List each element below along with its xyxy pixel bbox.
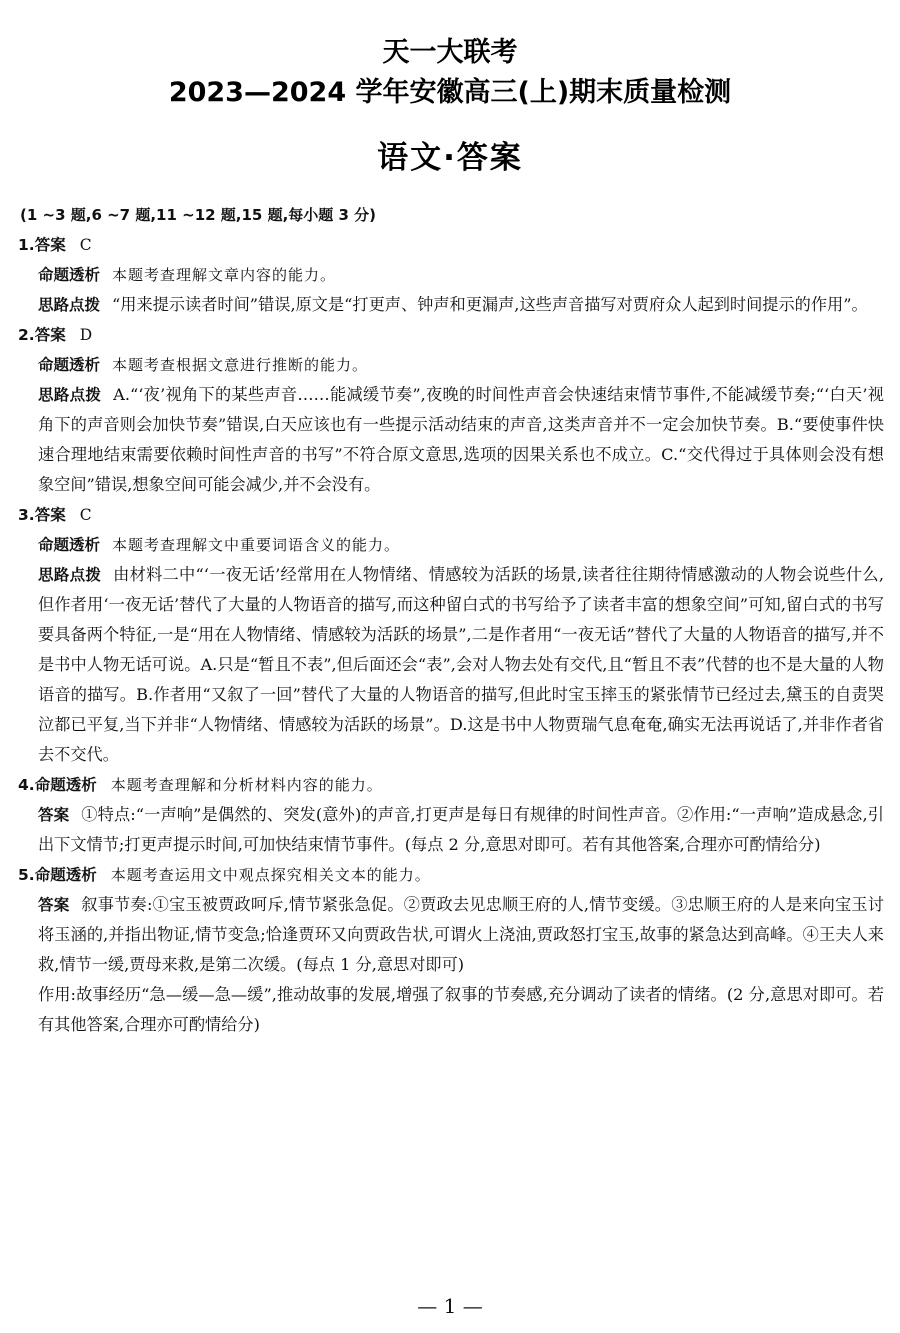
q2-hint-row	[18, 380, 884, 500]
subject-title: 语文·答案	[377, 140, 523, 176]
q5-answer-row	[18, 890, 884, 980]
q1-number: 1.	[18, 236, 35, 254]
q1-answer-line	[18, 230, 884, 260]
q5-answer: 叙事节奏:①宝玉被贾政呵斥,情节紧张急促。②贾政去见忠顺王府的人,情节变缓。③忠顺王府的人是来向宝玉讨将玉涵的,并指出物证,情节变急;恰逢贾环又向贾政告状,可谓火上浇油,贾政怒打宝玉,故事的紧急达到高峰。④王夫人来救,情节一缓,贾母来救,是第二次缓。(每点 1 分,意思对即可)	[38, 895, 884, 974]
q3-answer-line	[18, 500, 884, 530]
q2-answer-line	[18, 320, 884, 350]
q2-hint: A.“‘夜’视角下的某些声音……能减缓节奏”,夜晚的时间性声音会快速结束情节事件,不能减缓节奏;“‘白天’视角下的声音则会加快节奏”错误,白天应该也有一些提示活动结束的声音,这类声音并不一定会加快节奏。B.“要使事件快速合理地结束需要依赖时间性声音的书写”不符合原文意思,选项的因果关系也不成立。C.“交代得过于具体则会没有想象空间”错误,想象空间可能会减少,并不会没有。	[38, 385, 884, 494]
question-3	[18, 500, 884, 770]
q5-number: 5.	[18, 866, 35, 884]
q2-analysis: 本题考查根据文意进行推断的能力。	[112, 356, 369, 374]
hint-label: 思路点拨	[38, 296, 101, 314]
q1-analysis-row	[18, 260, 884, 290]
answer-label: 答案	[34, 506, 66, 524]
q5-answer-extra-row: 作用:故事经历“急—缓—急—缓”,推动故事的发展,增强了叙事的节奏感,充分调动了读者的情绪。(2 分,意思对即可。若有其他答案,合理亦可酌情给分)	[38, 985, 884, 1034]
answer-label: 答案	[34, 326, 66, 344]
q2-analysis-row	[18, 350, 884, 380]
q4-answer: ①特点:“一声响”是偶然的、突发(意外)的声音,打更声是每日有规律的时间性声音。②作用:“一声响”造成悬念,引出下文情节;打更声提示时间,可加快结束情节事件。(每点 2 分,意思对即可。若有其他答案,合理亦可酌情给分)	[38, 805, 884, 854]
analysis-label: 命题透析	[34, 776, 97, 794]
hint-label: 思路点拨	[38, 566, 102, 584]
exam-organizer-title: 天一大联考	[382, 37, 518, 68]
q4-analysis-line	[18, 770, 884, 800]
question-4	[18, 770, 884, 860]
answer-label: 答案	[38, 896, 70, 914]
analysis-label: 命题透析	[38, 356, 101, 374]
q1-hint-row	[18, 290, 884, 320]
exam-title: 2023—2024 学年安徽高三(上)期末质量检测	[168, 77, 732, 108]
question-2	[18, 320, 884, 500]
answer-label: 答案	[34, 236, 66, 254]
q4-answer-row	[18, 800, 884, 860]
answer-content	[18, 200, 884, 1040]
scoring-note: (1 ~3 题,6 ~7 题,11 ~12 题,15 题,每小题 3 分)	[20, 206, 377, 224]
q5-analysis: 本题考查运用文中观点探究相关文本的能力。	[110, 866, 431, 884]
analysis-label: 命题透析	[34, 866, 97, 884]
q1-hint: “用来提示读者时间”错误,原文是“打更声、钟声和更漏声,这些声音描写对贾府众人起到时间提示的作用”。	[112, 295, 868, 314]
q1-answer: C	[79, 236, 92, 254]
q5-analysis-line	[18, 860, 884, 890]
q3-analysis: 本题考查理解文中重要词语含义的能力。	[112, 536, 401, 554]
q4-number: 4.	[18, 776, 35, 794]
q3-hint: 由材料二中“‘一夜无话’经常用在人物情绪、情感较为活跃的场景,读者往往期待情感激动的人物会说些什么,但作者用‘一夜无话’替代了大量的人物语音的描写,而这种留白式的书写给予了读者丰富的想象空间”可知,留白式的书写要具备两个特征,一是“用在人物情绪、情感较为活跃的场景”,二是作者用“一夜无话”替代了大量的人物语音的描写,并不是书中人物无话可说。A.只是“暂且不表”,但后面还会“表”,会对人物去处有交代,且“暂且不表”代替的也不是大量的人物语音的描写。B.作者用“又叙了一回”替代了大量的人物语音的描写,但此时宝玉摔玉的紧张情节已经过去,黛玉的自责哭泣都已平复,当下并非“人物情绪、情感较为活跃的场景”。D.这是书中人物贾瑞气息奄奄,确实无法再说话了,并非作者省去不交代。	[38, 565, 884, 764]
q1-analysis: 本题考查理解文章内容的能力。	[112, 266, 337, 284]
q3-analysis-row	[18, 530, 884, 560]
analysis-label: 命题透析	[38, 536, 101, 554]
page-number: — 1 —	[417, 1294, 483, 1318]
q4-analysis: 本题考查理解和分析材料内容的能力。	[110, 776, 383, 794]
q3-answer: C	[79, 506, 92, 524]
q3-number: 3.	[18, 506, 35, 524]
q3-hint-row	[18, 560, 884, 770]
question-5	[18, 860, 884, 1040]
answer-label: 答案	[38, 806, 70, 824]
analysis-label: 命题透析	[38, 266, 101, 284]
question-1	[18, 230, 884, 320]
hint-label: 思路点拨	[38, 386, 102, 404]
q2-number: 2.	[18, 326, 35, 344]
q2-answer: D	[79, 326, 93, 344]
